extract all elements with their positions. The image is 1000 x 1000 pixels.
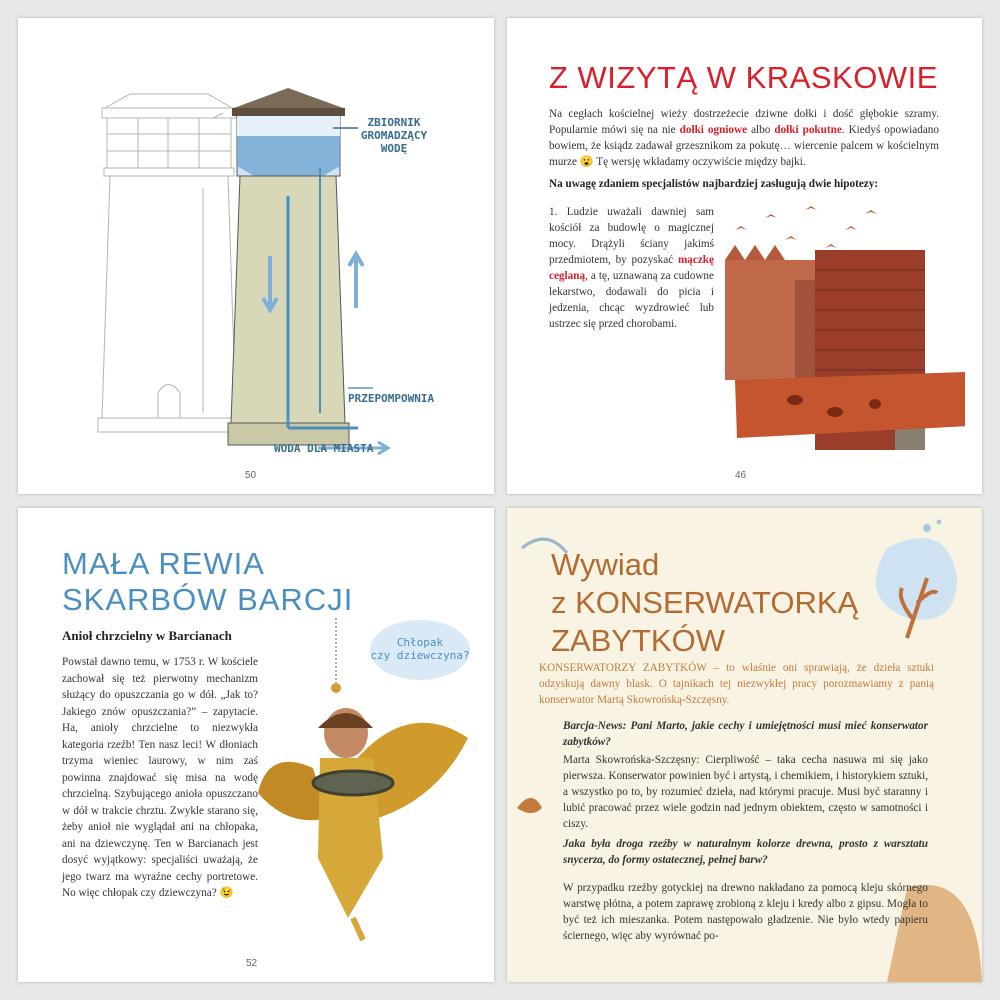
intro-paragraph <box>549 106 939 170</box>
title-line-1: Wywiad <box>551 547 660 582</box>
question-2: Jaka była droga rzeźby w naturalnym kolorze drewna, prosto z warsztatu snycerza, do formy ostatecznej, pełnej barw? <box>563 838 928 866</box>
label-pump: PRZEPOMPOWNIA <box>348 392 435 405</box>
water-tower-illustration <box>18 18 494 494</box>
intro-text-1: Na cegłach kościelnej wieży dostrzeżecie dziwne dołki i dość głębokie szramy. Popularnie mówi się na nie <box>549 108 939 136</box>
title-line-1: MAŁA REWIA <box>62 546 265 581</box>
title-line-2: SKARBÓW BARCJI <box>62 582 354 617</box>
highlight-maczka: mączkę ceglaną <box>549 254 714 282</box>
page-interview <box>507 508 982 982</box>
angel-paragraph: Powstał dawno temu, w 1753 r. W kościele zachował się też pierwotny mechanizm służący do opuszczania go w dół. „Jak to? Jakiego znów opuszczania?” – zapytacie. Ha, anioły chrzcielne to niezwykła kategoria rzeźb! Ten nasz leci! W dłoniach trzyma wieniec laurowy, w nim zaś powinna znajdować się misa na wodę chrzcielną. Szybującego anioła opuszczano w dół w trakcie chrztu. Zwykle starano się, żeby anioł nie wyglądał ani na chłopaka, ani na dziewczynę. Ten w Barcianach jest dosyć wyjątkowy: specjaliści uważają, że jego twarz ma wyraźne cechy portretowe. No więc chłopak czy dziewczyna? 😉 <box>62 656 258 899</box>
subheading: Na uwagę zdaniem specjalistów najbardziej zasługują dwie hipotezy: <box>549 178 879 190</box>
intro-text-2: albo <box>747 124 775 136</box>
angel-sculpture <box>258 618 488 948</box>
bubble-line-2: czy dziewczyna? <box>370 649 470 662</box>
church-brick-collage <box>725 200 965 460</box>
answer-2: W przypadku rzeźby gotyckiej na drewno nakładano za pomocą kleju skórnego warstwę płótna, a potem zaprawę zrobioną z kleju i kredy albo z gipsu. Mogła to być też ich mieszanka. Potem następowało gładzenie. Nie było wtedy papieru ściernego, więc aby wyrównać po- <box>563 882 928 942</box>
answer-1-text: : Cierpliwość – taka cecha nasuwa mi się jako pierwsza. Konserwator powinien być i artystą, i chemikiem, i historykiem sztuki, a wszystko po to, by rozumieć dzieła, nad którymi pracuje. Musi być staranny i lubić pracować przez wiele godzin nad jednym obiektem, często w samotności i ciszy. <box>563 754 929 830</box>
label-city: WODA DLA MIASTA <box>274 442 374 455</box>
lead-paragraph <box>539 660 934 708</box>
hypothesis-text-1: 1. Ludzie uważali dawniej sam kościół za budowlę o magicznej mocy. Drążyli ściany jakimś przedmiotem, by pozyskać <box>549 206 714 266</box>
page-angel <box>18 508 494 982</box>
highlight-dolki-ogniowe: dołki ogniowe <box>679 124 748 136</box>
lead-rest: – to właśnie oni sprawiają, że dzieła sztuki odzyskują dawny blask. O tajnikach tej niezwykłej pracy porozmawiamy z panią konserwator Martą Skowrońską-Szczęsny. <box>539 662 934 706</box>
intro-text-3: . Kiedyś opowiadano bowiem, że ksiądz zadawał grzesznikom za pokutę… wiercenie palcem w kościelnym murze 😮 Tę wersję wkładamy oczywiście między bajki. <box>549 124 939 168</box>
hypothesis-item <box>549 204 714 332</box>
title-line-2: z KONSERWATORKĄ <box>551 585 859 620</box>
subtitle: Anioł chrzcielny w Barcianach <box>62 628 232 643</box>
page-kraskowo <box>507 18 982 494</box>
page-water-tower <box>18 18 494 494</box>
page-title <box>551 546 858 660</box>
question-1: Barcja-News: Pani Marto, jakie cechy i umiejętności musi mieć konserwator zabytków? <box>563 720 928 748</box>
page-number: 50 <box>245 470 257 481</box>
page-number: 46 <box>735 470 747 481</box>
lead-caps: KONSERWATORZY ZABYTKÓW <box>539 662 707 674</box>
bubble-line-1: Chłopak <box>396 636 444 649</box>
hypothesis-text-2: , a tę, uznawaną za cudowne lekarstwo, dodawali do picia i jedzenia, chcąc wyzdrowieć lub ustrzec się przed chorobami. <box>549 270 714 330</box>
answer-1 <box>563 752 928 832</box>
page-title <box>62 546 353 618</box>
answer-1-speaker: Marta Skowrońska-Szczęsny <box>563 754 697 766</box>
highlight-dolki-pokutne: dołki pokutne <box>774 124 842 136</box>
page-number: 52 <box>246 958 258 969</box>
label-tank: ZBIORNIK GROMADZĄCY WODĘ <box>360 116 428 155</box>
title-line-3: ZABYTKÓW <box>551 623 725 658</box>
page-title: Z WIZYTĄ W KRASKOWIE <box>549 60 938 95</box>
